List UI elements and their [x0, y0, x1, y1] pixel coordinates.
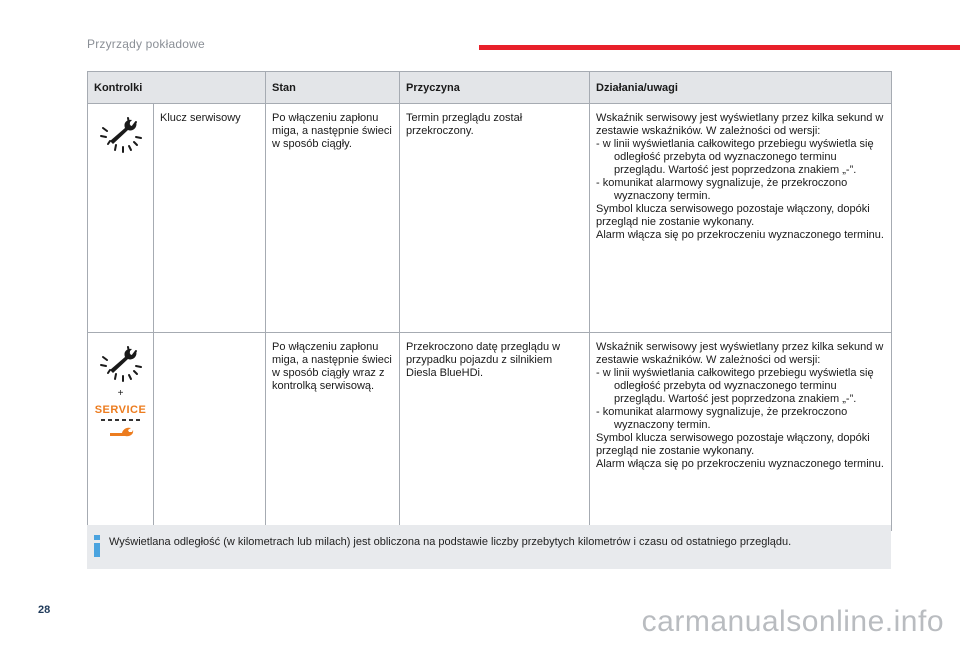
przyczyna-cell: Przekroczono datę przeglądu w przypadku pojazdu z silnikiem Diesla BlueHDi. — [400, 333, 590, 531]
column-header-kontrolki: Kontrolki — [88, 72, 266, 104]
uwagi-bullet: - w linii wyświetlania całkowitego przebiegu wyświetla się odległość przebyta od wyznaczonego terminu przeglądu. Wartość jest poprzedzona znakiem „-”. — [596, 367, 874, 405]
table-row — [88, 104, 892, 333]
header-accent-bar — [479, 45, 960, 50]
light-name-cell — [154, 333, 266, 531]
uwagi-bullet: - w linii wyświetlania całkowitego przebiegu wyświetla się odległość przebyta od wyznaczonego terminu przeglądu. Wartość jest poprzedzona znakiem „-”. — [596, 138, 874, 176]
service-label: SERVICE — [94, 404, 147, 416]
uwagi-bullet: - komunikat alarmowy sygnalizuje, że przekroczono wyznaczony termin. — [596, 406, 848, 431]
uwagi-bullet: - komunikat alarmowy sygnalizuje, że przekroczono wyznaczony termin. — [596, 177, 848, 202]
stan-cell — [266, 104, 400, 333]
info-box — [87, 525, 891, 569]
stan-cell: Po włączeniu zapłonu miga, a następnie świeci w sposób ciągły wraz z kontrolką serwisową. — [266, 333, 400, 531]
orange-wrench-icon — [108, 424, 134, 438]
service-wrench-icon — [98, 114, 144, 156]
watermark: carmanualsonline.info — [641, 605, 944, 638]
info-text: Wyświetlana odległość (w kilometrach lub milach) jest obliczona na podstawie liczby przebytych kilometrów i czasu od ostatniego przeglądu. — [109, 536, 792, 548]
przyczyna-cell: Termin przeglądu został przekroczony. — [400, 104, 590, 333]
table-header-row — [88, 72, 892, 104]
page-number: 28 — [38, 604, 51, 616]
stan-text: Po włączeniu zapłonu miga, a następnie świeci w sposób ciągły. — [272, 112, 392, 150]
icon-cell — [88, 333, 154, 531]
uwagi-outro: Symbol klucza serwisowego pozostaje włączony, dopóki przegląd nie zostanie wykonany. Alarm włącza się po przekroczeniu wyznaczonego terminu. — [596, 432, 884, 470]
uwagi-intro: Wskaźnik serwisowy jest wyświetlany przez kilka sekund w zestawie wskaźników. W zależności od wersji: — [596, 341, 884, 366]
warning-lights-table — [87, 71, 892, 531]
column-header-przyczyna: Przyczyna — [400, 72, 590, 104]
uwagi-intro: Wskaźnik serwisowy jest wyświetlany przez kilka sekund w zestawie wskaźników. W zależności od wersji: — [596, 112, 884, 137]
section-title: Przyrządy pokładowe — [87, 37, 205, 51]
plus-sign: + — [117, 388, 124, 399]
uwagi-cell — [590, 104, 892, 333]
uwagi-outro: Symbol klucza serwisowego pozostaje włączony, dopóki przegląd nie zostanie wykonany. Alarm włącza się po przekroczeniu wyznaczonego terminu. — [596, 203, 884, 241]
light-name-cell: Klucz serwisowy — [154, 104, 266, 333]
info-icon — [94, 535, 100, 557]
table-row — [88, 333, 892, 531]
uwagi-cell — [590, 333, 892, 531]
service-wrench-icon — [98, 343, 144, 385]
column-header-stan: Stan — [266, 72, 400, 104]
column-header-uwagi: Działania/uwagi — [590, 72, 892, 104]
service-dash-line — [101, 419, 141, 421]
icon-cell — [88, 104, 154, 333]
